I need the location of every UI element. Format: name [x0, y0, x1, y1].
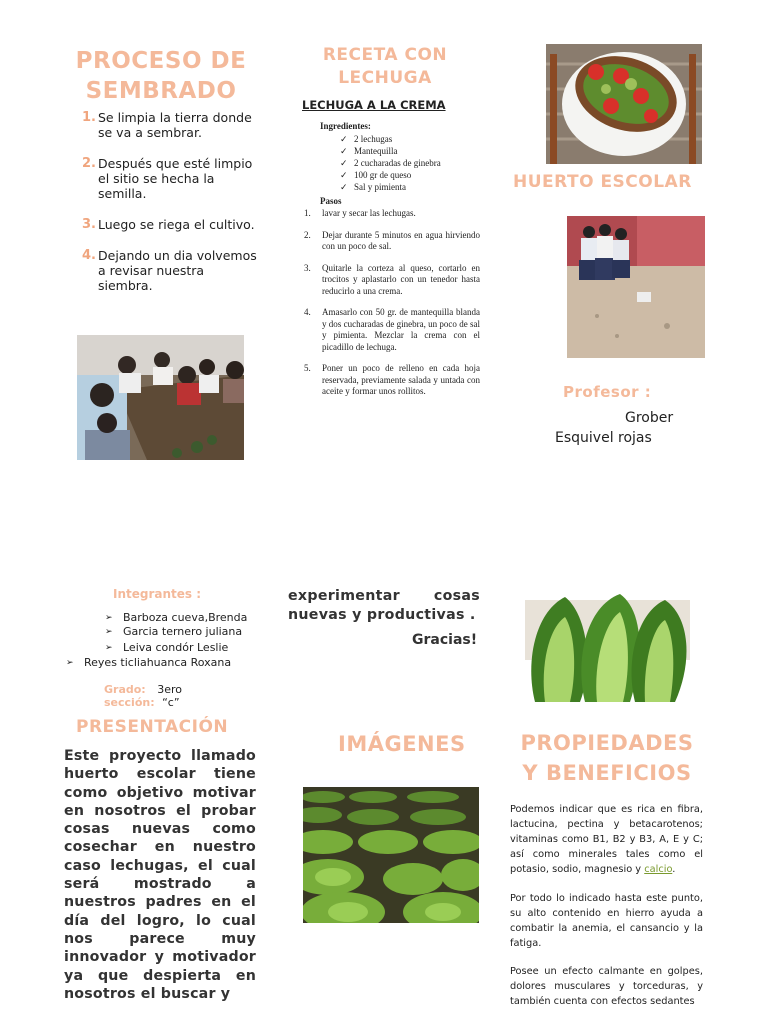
members-list-extra — [66, 656, 266, 670]
step-item: 2. Después que esté limpio el sitio se hecha la semilla. — [82, 156, 253, 201]
recipe-heading: RECETA CON LECHUGA — [322, 45, 448, 88]
propiedades-title-2: Y BENEFICIOS — [522, 761, 692, 785]
steps-label: Pasos — [320, 196, 342, 206]
ingredient-item: ✓ 2 cucharadas de ginebra — [340, 157, 480, 169]
member-item: ➢ Reyes ticliahuanca Roxana — [66, 656, 266, 670]
propiedades-title-1: PROPIEDADES — [520, 731, 694, 755]
ingredient-item: ✓ 2 lechugas — [340, 133, 480, 145]
recipe-step: 5. Poner un poco de relleno en cada hoja reservada, previamente salada y untada con aceite y formar unos rollitos. — [304, 363, 480, 396]
members-list — [105, 611, 275, 655]
propiedades-paragraph-3: Posee un efecto calmante en golpes, dolores musculares y torceduras, y también cuenta con efectos sedantes — [510, 966, 703, 1007]
propiedades-paragraph-1 — [510, 802, 703, 877]
ingredient-item: ✓ 100 gr de queso — [340, 169, 480, 181]
ingredient-item: ✓ Mantequilla — [340, 145, 480, 157]
huerto-title: HUERTO ESCOLAR — [513, 172, 692, 192]
ingredient-item: ✓ Sal y pimienta — [340, 181, 480, 193]
profesor-label: Profesor : — [563, 383, 652, 401]
recipe-step: 3. Quitarle la corteza al queso, cortarlo en trocitos y aplastarlo con un tenedor hasta reducirlo a una crema. — [304, 262, 480, 296]
member-item: ➢ Garcia ternero juliana — [105, 625, 275, 639]
propiedades-text-end: . — [672, 864, 676, 875]
integrantes-label: Integrantes : — [113, 587, 202, 601]
proceso-title: PROCESO DE SEMBRADO — [75, 48, 247, 104]
presentacion-text: Este proyecto llamado huerto escolar tiene como objetivo motivar en nosotros el probar cosas nuevas como cosechar en nuestro caso lechugas, el cual será mostrado a nuestros padres en el día del logro, lo cual nos parece muy innovador y motivador ya que despierta en nosotros el buscar y — [64, 748, 256, 1002]
step-item: 3. Luego se riega el cultivo. — [82, 217, 255, 232]
seccion-value: “c” — [162, 696, 180, 709]
presentacion-title: PRESENTACIÓN — [76, 717, 229, 737]
seccion-row — [104, 696, 180, 709]
calcio-link[interactable]: calcio — [644, 864, 673, 875]
profesor-name-2: Esquivel rojas — [555, 430, 652, 446]
seccion-label: sección: — [104, 696, 155, 709]
ingredients-label: Ingredientes: — [320, 121, 371, 131]
lettuce-dish-photo — [546, 44, 702, 164]
thanks-text: Gracias! — [412, 632, 478, 648]
recipe-steps — [304, 208, 480, 408]
presentacion-continuation: experimentar cosas nuevas y productivas . — [288, 588, 480, 623]
grado-value: 3ero — [157, 683, 182, 696]
profesor-name-1: Grober — [625, 410, 674, 426]
grado-label: Grado: — [104, 683, 146, 696]
imagenes-title: IMÁGENES — [338, 732, 466, 756]
member-item: ➢ Barboza cueva,Brenda — [105, 611, 275, 625]
school-garden-photo — [567, 216, 705, 358]
step-item: 1. Se limpia la tierra donde se va a sembrar. — [82, 110, 252, 140]
member-item: ➢ Leiva condór Leslie — [105, 641, 275, 655]
ingredients-list — [340, 133, 480, 193]
propiedades-text: Podemos indicar que es rica en fibra, lactucina, pectina y betacarotenos; vitaminas como B1, B2 y B3, A, E y C; así como minerales tales como el potasio, sodio, magnesio y — [510, 804, 703, 875]
grado-row — [104, 683, 182, 696]
step-item: 4. Dejando un dia volvemos a revisar nuestra siembra. — [82, 248, 257, 293]
recipe-subtitle: LECHUGA A LA CREMA — [302, 98, 446, 112]
lettuce-field-photo — [303, 787, 479, 923]
propiedades-paragraph-2: Por todo lo indicado hasta este punto, su alto contenido en hierro ayuda a combatir la anemia, el cansancio y la fatiga. — [510, 893, 703, 949]
lettuce-heads-photo — [525, 592, 693, 705]
recipe-step: 2. Dejar durante 5 minutos en agua hirviendo con un poco de sal. — [304, 229, 480, 251]
recipe-step: 1. lavar y secar las lechugas. — [304, 208, 416, 218]
recipe-step: 4. Amasarlo con 50 gr. de mantequilla blanda y dos cucharadas de ginebra, un poco de sal y pimienta. Mezclar la crema con el picadillo de lechuga. — [304, 307, 480, 352]
students-planting-photo — [77, 335, 244, 460]
sembrado-steps — [82, 110, 262, 309]
